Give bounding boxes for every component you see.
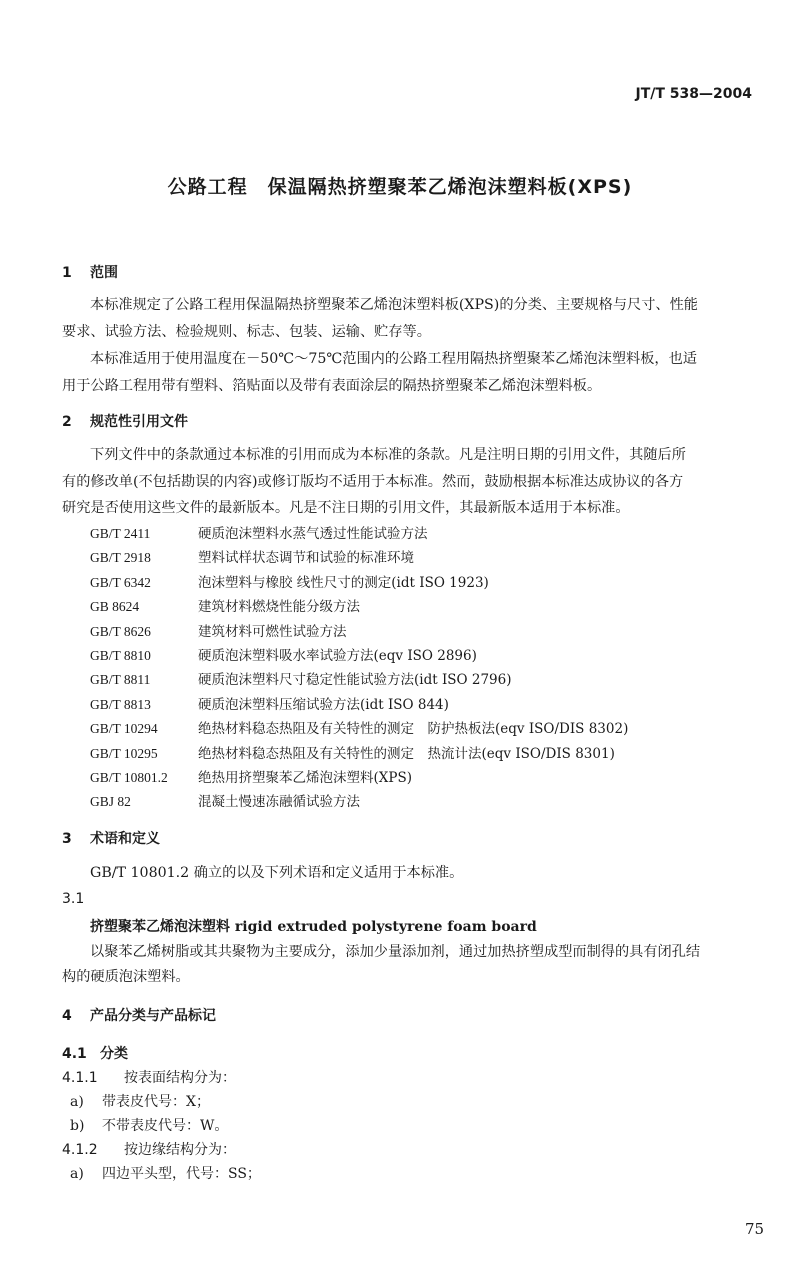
reference-title: 绝热用挤塑聚苯乙烯泡沫塑料(XPS) bbox=[198, 770, 412, 786]
paragraph-line: GB/T 10801.2 确立的以及下列术语和定义适用于本标准。 bbox=[90, 865, 464, 881]
paragraph-line: 有的修改单(不包括勘误的内容)或修订版均不适用于本标准。然而，鼓励根据本标准达成协议的各方 bbox=[62, 474, 684, 490]
reference-title: 建筑材料可燃性试验方法 bbox=[198, 623, 347, 640]
reference-item bbox=[90, 742, 615, 762]
reference-item bbox=[90, 717, 628, 737]
standard-code: JT/T 538—2004 bbox=[635, 86, 752, 102]
list-item bbox=[70, 1115, 228, 1135]
paragraph-line: 本标准规定了公路工程用保温隔热挤塑聚苯乙烯泡沫塑料板(XPS)的分类、主要规格与尺寸、性能 bbox=[90, 297, 698, 313]
reference-code: GB/T 6342 bbox=[90, 574, 151, 590]
reference-item bbox=[90, 546, 414, 566]
list-item bbox=[70, 1091, 210, 1111]
subsection-number: 3.1 bbox=[62, 891, 85, 907]
reference-item bbox=[90, 620, 347, 640]
paragraph-line: 要求、试验方法、检验规则、标志、包装、运输、贮存等。 bbox=[62, 324, 431, 340]
subsection-title: 按表面结构分为： bbox=[124, 1070, 236, 1086]
reference-title: 绝热材料稳态热阻及有关特性的测定 热流计法(eqv ISO/DIS 8301) bbox=[198, 745, 615, 762]
reference-code: GB/T 10801.2 bbox=[90, 770, 168, 785]
subsection-4-1-1 bbox=[62, 1067, 236, 1087]
section-number: 4 bbox=[62, 1008, 72, 1024]
section-number: 1 bbox=[62, 265, 72, 281]
subsection-4-1 bbox=[62, 1043, 128, 1063]
paragraph-line: 研究是否使用这些文件的最新版本。凡是不注日期的引用文件，其最新版本适用于本标准。 bbox=[62, 500, 630, 516]
list-marker: a) bbox=[70, 1166, 84, 1182]
reference-item bbox=[90, 693, 449, 713]
reference-title: 泡沫塑料与橡胶 线性尺寸的测定(idt ISO 1923) bbox=[198, 574, 489, 591]
section-title: 范围 bbox=[90, 265, 118, 281]
list-text: 四边平头型，代号：SS； bbox=[102, 1166, 261, 1182]
definition-line: 以聚苯乙烯树脂或其共聚物为主要成分，添加少量添加剂，通过加热挤塑成型而制得的具有闭孔结 bbox=[90, 944, 701, 960]
section-1-heading bbox=[62, 262, 118, 282]
section-title: 产品分类与产品标记 bbox=[90, 1008, 216, 1024]
list-marker: a) bbox=[70, 1094, 84, 1110]
reference-title: 混凝土慢速冻融循试验方法 bbox=[198, 794, 360, 811]
reference-code: GB/T 2411 bbox=[90, 526, 151, 541]
section-number: 3 bbox=[62, 831, 72, 847]
paragraph-line: 下列文件中的条款通过本标准的引用而成为本标准的条款。凡是注明日期的引用文件，其随后所 bbox=[90, 447, 686, 463]
reference-item bbox=[90, 668, 512, 688]
reference-code: GB/T 8813 bbox=[90, 696, 151, 712]
subsection-number: 4.1 bbox=[62, 1046, 87, 1062]
reference-code: GB/T 10294 bbox=[90, 721, 158, 737]
section-4-heading bbox=[62, 1005, 216, 1025]
reference-code: GBJ 82 bbox=[90, 794, 131, 810]
term-heading: 挤塑聚苯乙烯泡沫塑料 rigid extruded polystyrene foam board bbox=[90, 919, 537, 935]
reference-item bbox=[90, 571, 489, 591]
list-text: 不带表皮代号：W。 bbox=[102, 1118, 229, 1134]
page-number: 75 bbox=[745, 1220, 765, 1238]
section-title: 术语和定义 bbox=[90, 831, 160, 847]
reference-item bbox=[90, 522, 428, 542]
reference-code: GB/T 8810 bbox=[90, 648, 151, 663]
reference-item bbox=[90, 644, 477, 664]
reference-code: GB/T 8811 bbox=[90, 672, 151, 688]
reference-code: GB/T 10295 bbox=[90, 745, 158, 761]
subsection-number: 4.1.2 bbox=[62, 1142, 98, 1158]
subsection-4-1-2 bbox=[62, 1139, 236, 1159]
reference-title: 硬质泡沫塑料水蒸气透过性能试验方法 bbox=[198, 526, 428, 542]
section-2-heading bbox=[62, 411, 188, 431]
reference-title: 硬质泡沫塑料压缩试验方法(idt ISO 844) bbox=[198, 696, 449, 713]
subsection-title: 分类 bbox=[100, 1046, 128, 1062]
definition-line: 构的硬质泡沫塑料。 bbox=[62, 969, 190, 985]
reference-title: 硬质泡沫塑料吸水率试验方法(eqv ISO 2896) bbox=[198, 648, 477, 664]
reference-title: 建筑材料燃烧性能分级方法 bbox=[198, 599, 360, 616]
section-number: 2 bbox=[62, 414, 72, 430]
list-marker: b) bbox=[70, 1118, 85, 1134]
reference-item bbox=[90, 766, 412, 786]
reference-item bbox=[90, 595, 360, 615]
document-title: 公路工程 保温隔热挤塑聚苯乙烯泡沫塑料板(XPS) bbox=[167, 176, 633, 198]
paragraph-line: 本标准适用于使用温度在－50℃～75℃范围内的公路工程用隔热挤塑聚苯乙烯泡沫塑料板，也适 bbox=[90, 351, 697, 367]
reference-item bbox=[90, 790, 360, 810]
subsection-title: 按边缘结构分为： bbox=[124, 1142, 236, 1158]
section-title: 规范性引用文件 bbox=[90, 414, 188, 430]
reference-code: GB 8624 bbox=[90, 599, 140, 615]
reference-title: 塑料试样状态调节和试验的标准环境 bbox=[198, 550, 414, 567]
section-3-heading bbox=[62, 828, 160, 848]
reference-code: GB/T 8626 bbox=[90, 623, 151, 639]
reference-title: 硬质泡沫塑料尺寸稳定性能试验方法(idt ISO 2796) bbox=[198, 672, 512, 689]
reference-title: 绝热材料稳态热阻及有关特性的测定 防护热板法(eqv ISO/DIS 8302) bbox=[198, 721, 629, 738]
reference-code: GB/T 2918 bbox=[90, 550, 151, 566]
subsection-number: 4.1.1 bbox=[62, 1070, 98, 1086]
list-item bbox=[70, 1163, 261, 1183]
list-text: 带表皮代号：X； bbox=[102, 1094, 210, 1110]
paragraph-line: 用于公路工程用带有塑料、箔贴面以及带有表面涂层的隔热挤塑聚苯乙烯泡沫塑料板。 bbox=[62, 378, 602, 394]
